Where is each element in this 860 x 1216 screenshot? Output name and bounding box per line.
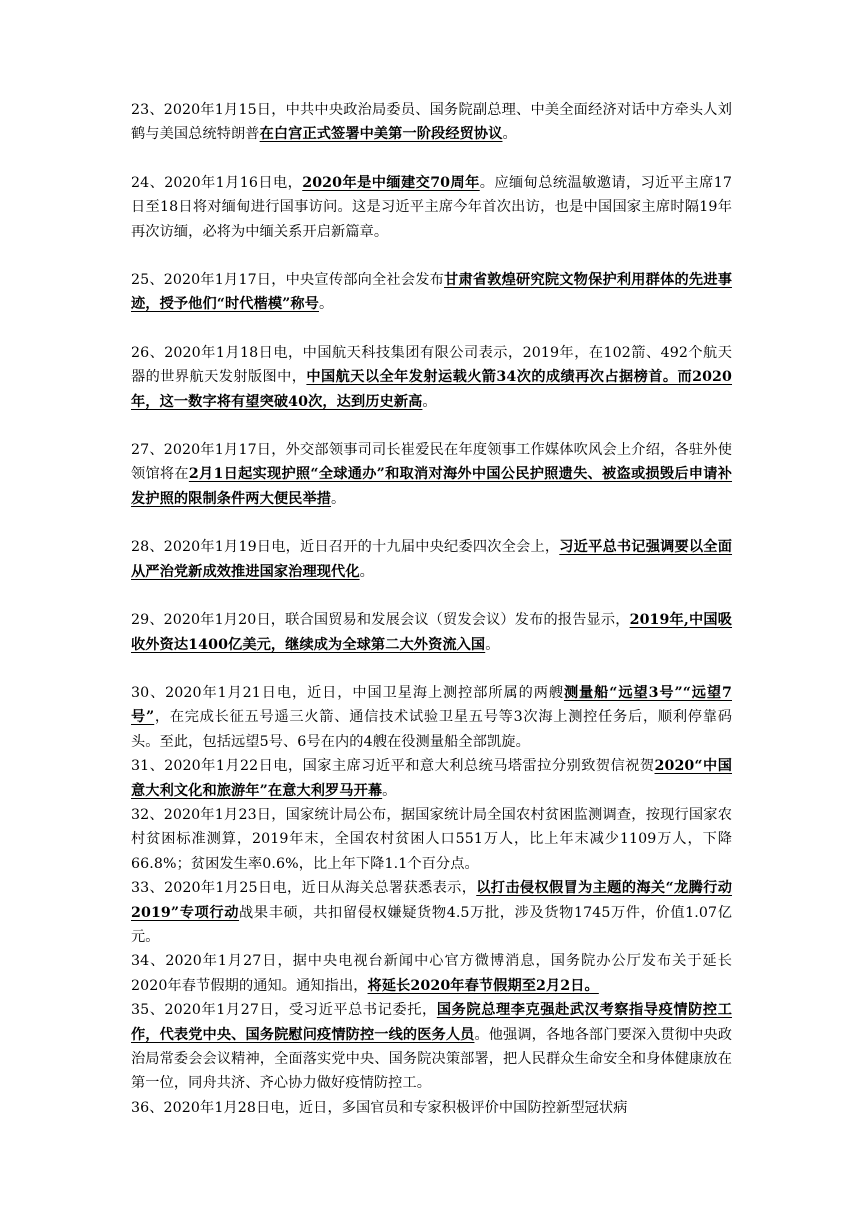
news-item-30: 30、2020年1月21日电，近日，中国卫星海上测控部所属的两艘测量船“远望3号”“远望7号”，在完成长征五号遥三火箭、通信技术试验卫星五号等3次海上测控任务后，顺利停靠码头。至此，包括远望5号、6号在内的4艘在役测量船全部凯旋。 (131, 684, 732, 750)
news-item-33: 33、2020年1月25日电，近日从海关总署获悉表示，以打击侵权假冒为主题的海关“龙腾行动2019”专项行动战果丰硕，共扣留侵权嫌疑货物4.5万批，涉及货物1745万件，价值1.07亿元。 (131, 880, 732, 945)
news-item-32: 32、2020年1月23日，国家统计局公布，据国家统计局全国农村贫困监测调查，按现行国家农村贫困标准测算，2019年末，全国农村贫困人口551万人，比上年末减少1109万人，下降66.8%；贫困发生率0.6%，比上年下降1.1个百分点。 (131, 806, 732, 872)
news-item-25: 25、2020年1月17日，中央宣传部向全社会发布甘肃省敦煌研究院文物保护利用群体的先进事迹，授予他们“时代楷模”称号。 (131, 272, 732, 313)
news-item-26: 26、2020年1月18日电，中国航天科技集团有限公司表示，2019年，在102箭、492个航天器的世界航天发射版图中，中国航天以全年发射运载火箭34次的成绩再次占据榜首。而2020年，这一数字将有望突破40次，达到历史新高。 (131, 344, 732, 410)
news-item-31: 31、2020年1月22日电，国家主席习近平和意大利总统马塔雷拉分别致贺信祝贺2020“中国意大利文化和旅游年”在意大利罗马开幕。 (131, 758, 732, 799)
news-item-35: 35、2020年1月27日，受习近平总书记委托，国务院总理李克强赴武汉考察指导疫情防控工作，代表党中央、国务院慰问疫情防控一线的医务人员。他强调，各地各部门要深入贯彻中央政治局常委会会议精神，全面落实党中央、国务院决策部署，把人民群众生命安全和身体健康放在第一位，同舟共济、齐心协力做好疫情防控工。 (131, 1002, 732, 1092)
news-item-29: 29、2020年1月20日，联合国贸易和发展会议（贸发会议）发布的报告显示，2019年,中国吸收外资达1400亿美元，继续成为全球第二大外资流入国。 (131, 612, 733, 653)
news-item-23: 23、2020年1月15日，中共中央政治局委员、国务院副总理、中美全面经济对话中方牵头人刘鹤与美国总统特朗普在白宫正式签署中美第一阶段经贸协议。 (131, 102, 732, 143)
news-item-24: 24、2020年1月16日电，2020年是中缅建交70周年。应缅甸总统温敏邀请，习近平主席17日至18日将对缅甸进行国事访问。这是习近平主席今年首次出访，也是中国国家主席时隔19年再次访缅，必将为中缅关系开启新篇章。 (131, 174, 732, 240)
news-item-34: 34、2020年1月27日，据中央电视台新闻中心官方微博消息，国务院办公厅发布关于延长2020年春节假期的通知。通知指出，将延长2020年春节假期至2月2日。 (131, 953, 732, 994)
news-item-36: 36、2020年1月28日电，近日，多国官员和专家积极评价中国防控新型冠状病 (131, 1099, 628, 1116)
news-item-28: 28、2020年1月19日电，近日召开的十九届中央纪委四次全会上，习近平总书记强调要以全面从严治党新成效推进国家治理现代化。 (131, 539, 733, 580)
news-item-27: 27、2020年1月17日，外交部领事司司长崔爱民在年度领事工作媒体吹风会上介绍，各驻外使领馆将在2月1日起实现护照“全球通办”和取消对海外中国公民护照遗失、被盗或损毁后申请补发护照的限制条件两大便民举措。 (131, 442, 733, 507)
